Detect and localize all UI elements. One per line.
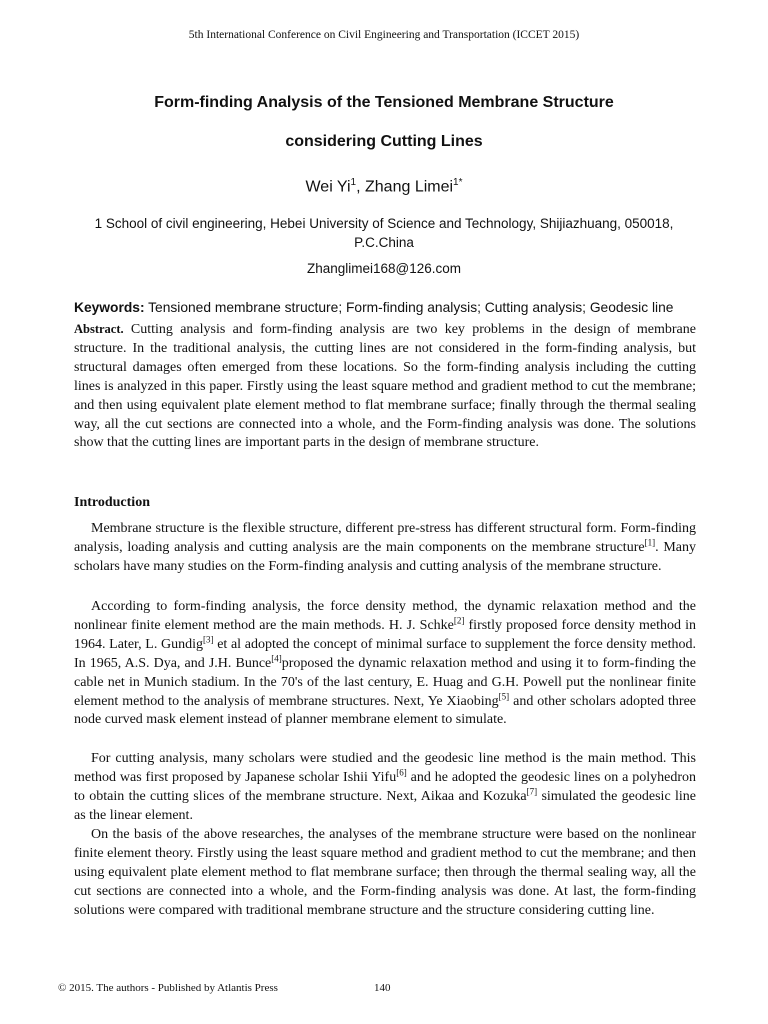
citation-ref: [2] xyxy=(453,615,465,626)
citation-ref: [3] xyxy=(203,634,214,645)
copyright-footer: © 2015. The authors - Published by Atlantis Press xyxy=(58,982,278,994)
paragraph-text: simulated the geodesic line as the linear element. xyxy=(74,788,696,823)
paragraph-text: and he adopted the geodesic lines on a polyhedron to obtain the cutting slices of the membrane structure. Next, Aikaa and Kozuka xyxy=(74,769,696,804)
author-list xyxy=(0,177,768,196)
section-heading-introduction: Introduction xyxy=(74,495,150,510)
paragraph-text: proposed the dynamic relaxation method and using it to form-finding the cable net in Munich stadium. In the 70's of the last century, E. Huag and G.H. Powell put the nonlinear finite element method to the analysis of membrane structures. Next, Ye Xiaobing xyxy=(74,655,696,709)
intro-paragraph-2 xyxy=(74,598,696,730)
paragraph-text: . Many scholars have many studies on the Form-finding analysis and cutting analysis of the membrane structure. xyxy=(74,539,696,574)
citation-ref: [1] xyxy=(644,537,656,548)
citation-ref: [4] xyxy=(271,653,282,664)
author-name: Wei Yi xyxy=(305,178,351,196)
affiliation: 1 School of civil engineering, Hebei University of Science and Technology, Shijiazhuang, 050018, P.C.China xyxy=(94,216,674,250)
paper-title-line-1: Form-finding Analysis of the Tensioned Membrane Structure xyxy=(154,94,614,111)
citation-ref: [6] xyxy=(396,767,407,778)
corresponding-email: Zhanglimei168@126.com xyxy=(306,261,462,276)
keywords-text: Tensioned membrane structure; Form-finding analysis; Cutting analysis; Geodesic line xyxy=(144,300,674,315)
paragraph-text: According to form-finding analysis, the force density method, the dynamic relaxation method and the nonlinear finite element method are the main methods. H. J. Schke xyxy=(74,599,696,633)
intro-paragraph-4: On the basis of the above researches, the analyses of the membrane structure were based on the nonlinear finite element theory. Firstly using the least square method and gradient method to cut the membrane; and then using equivalent plate element method to flat membrane surface; then through the thermal sealing way, all the cut sections are connected into a whole, and the Form-finding analysis was done. At last, the form-finding solutions were compared with traditional membrane structure and the structure considering cutting line. xyxy=(74,827,696,918)
author-name: Zhang Limei xyxy=(365,178,454,196)
paragraph-text: Membrane structure is the flexible structure, different pre-stress has different structural form. Form-finding analysis, loading analysis and cutting analysis are the main components on the membrane structure xyxy=(74,521,696,555)
paragraph-text: firstly proposed force density method in 1964. Later, L. Gundig xyxy=(74,617,696,652)
intro-paragraph-3 xyxy=(74,750,696,826)
paragraph-text: et al adopted the concept of minimal surface to supplement the force density method. In 1965, A.S. Dya, and J.H. Bunce xyxy=(74,636,696,671)
paragraph-text: For cutting analysis, many scholars were studied and the geodesic line method is the main method. This method was first proposed by Japanese scholar Ishii Yifu xyxy=(74,751,696,785)
keywords xyxy=(74,300,714,315)
citation-ref: [7] xyxy=(526,786,538,797)
author-affiliation-mark: 1* xyxy=(453,177,463,188)
author-separator: , xyxy=(356,178,365,196)
abstract xyxy=(74,320,696,453)
abstract-label: Abstract. xyxy=(74,322,124,336)
paragraph-text: and other scholars adopted three node curved mask element instead of planner membrane element to simulate. xyxy=(74,693,697,728)
conference-header: 5th International Conference on Civil Engineering and Transportation (ICCET 2015) xyxy=(188,29,580,41)
abstract-text: Cutting analysis and form-finding analysis are two key problems in the design of membrane structure. In the traditional analysis, the cutting lines are not considered in the form-finding analysis, but structural damages often emerged from these locations. So the form-finding analysis including the cutting lines is analyzed in this paper. Firstly using the least square method and gradient method to cut the membrane; and then using equivalent plate element method to flat membrane surface; finally through the thermal sealing way, all the cut sections are connected into a whole, and the Form-finding analysis was done. The solutions show that the cutting lines are important parts in the design of membrane structure. xyxy=(74,322,696,451)
page-number: 140 xyxy=(374,982,391,994)
keywords-label: Keywords: xyxy=(74,300,145,315)
paper-title-line-2: considering Cutting Lines xyxy=(285,133,483,150)
author-affiliation-mark: 1 xyxy=(350,177,357,188)
intro-paragraph-1 xyxy=(74,520,696,577)
citation-ref: [5] xyxy=(498,690,510,701)
